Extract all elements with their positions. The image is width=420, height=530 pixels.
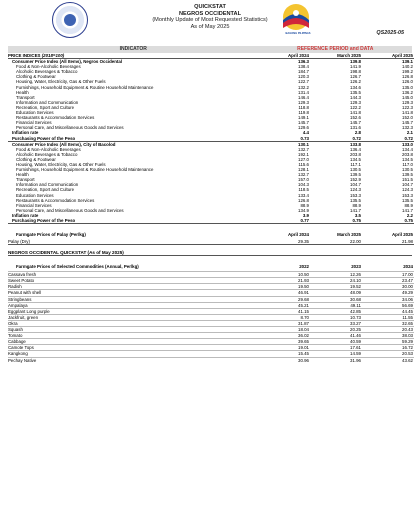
row-value: 44.45	[362, 308, 414, 314]
row-value: 122.2	[350, 104, 361, 110]
row-value: 119.8	[298, 110, 309, 116]
header-as-of: As of May 2025	[190, 23, 230, 30]
row-value: 124.3	[350, 187, 361, 193]
row-value: 203.8	[350, 151, 361, 157]
cpi-col-3: April 2025	[362, 53, 414, 59]
row-value: 126.2	[350, 79, 361, 85]
row-value: 48.09	[310, 290, 362, 296]
reference-period-label: REFERENCE PERIOD and DATA	[297, 46, 374, 52]
row-value: 14.59	[310, 351, 362, 357]
row-value: 139.8	[350, 59, 361, 65]
farmgate-commodities-table	[8, 262, 414, 362]
header-title: QUICKSTAT	[194, 4, 226, 10]
row-value: 39.65	[258, 339, 310, 345]
row-value: 122.3	[402, 104, 413, 110]
row-value: 126.8	[402, 74, 413, 80]
row-label: Cassava fresh	[8, 272, 258, 278]
row-value: 21.93	[258, 278, 310, 284]
row-label: Kangkong	[8, 351, 258, 357]
row-value: 32.65	[362, 320, 414, 326]
row-label: Alcoholic Beverages & Tobacco	[16, 69, 78, 75]
row-value: 126.7	[350, 74, 361, 80]
row-value: 145.7	[298, 120, 309, 126]
row-value: 118.8	[298, 104, 309, 110]
row-value: 126.0	[402, 79, 413, 85]
row-value: 132.7	[298, 172, 309, 178]
row-label: Housing, Water, Electricity, Gas & Other Fuels	[16, 161, 106, 167]
row-label: Peanut with shell	[8, 290, 258, 296]
row-label: Clothing & Footwear	[16, 74, 56, 80]
row-value: 40.59	[310, 339, 362, 345]
comm-col-2: 2023	[351, 264, 361, 270]
row-value: 130.5	[350, 167, 361, 173]
row-value: 36.02	[258, 333, 310, 339]
row-value: 120.3	[298, 74, 309, 80]
row-value: 141.9	[350, 64, 361, 70]
row-label: Inflation rate	[12, 130, 39, 136]
row-value: 145.7	[350, 120, 361, 126]
row-value: 124.3	[402, 187, 413, 193]
row-value: 129.3	[402, 99, 413, 105]
row-value: 117.0	[402, 161, 413, 167]
indicator-label: INDICATOR	[119, 46, 147, 52]
row-value: 22.00	[310, 239, 362, 245]
row-value: 149.1	[298, 115, 309, 121]
row-value: 0.77	[258, 218, 310, 224]
row-label: Palay (Dry)	[8, 239, 258, 245]
row-value: 46.91	[258, 290, 310, 296]
farmgate-palay-title: Farmgate Prices of Palay (Per/kg)	[16, 232, 86, 238]
header	[8, 0, 412, 46]
row-value: 56.69	[362, 302, 414, 308]
row-value: 10.73	[310, 314, 362, 320]
row-label: Education Services	[16, 192, 54, 198]
row-value: 135.5	[350, 197, 361, 203]
row-value: 139.5	[402, 172, 413, 178]
row-label: Information and Communication	[16, 99, 79, 105]
row-value: 49.29	[362, 290, 414, 296]
row-value: 139.5	[350, 172, 361, 178]
row-value: 136.3	[298, 59, 309, 65]
row-value: 17.00	[362, 272, 414, 278]
row-label: Consumer Price Index (All Items), City of Bacolod	[12, 141, 116, 147]
row-value: 42.85	[310, 308, 362, 314]
header-subtitle: NEGROS OCCIDENTAL	[178, 10, 242, 17]
row-value: 2.8	[354, 130, 361, 136]
row-value: 134.6	[350, 84, 361, 90]
row-value: 146.4	[298, 94, 309, 100]
row-value: 128.1	[298, 167, 309, 173]
row-value: 21.98	[362, 239, 414, 245]
comm-col-1: 2022	[299, 264, 309, 270]
table-row	[8, 239, 414, 245]
row-label: Health	[16, 89, 29, 95]
row-value: 134.5	[350, 156, 361, 162]
row-value: 12.26	[310, 272, 362, 278]
row-value: 16.72	[362, 345, 414, 351]
document-code: QS2025-05	[376, 30, 404, 36]
row-label: Financial Services	[16, 120, 52, 126]
row-label: Okra	[8, 320, 258, 326]
row-value: 0.73	[258, 136, 310, 142]
row-value: 129.3	[350, 99, 361, 105]
row-label: Personal Care, and Miscellaneous Goods and Services	[16, 125, 124, 131]
row-value: 0.72	[310, 136, 362, 142]
row-value: 41.46	[310, 333, 362, 339]
bagong-pilipinas-logo	[276, 2, 316, 35]
row-value: 117.1	[350, 161, 361, 167]
row-value: 19.50	[258, 284, 310, 290]
comm-col-3: 2024	[403, 264, 413, 270]
row-label: Tomato	[8, 333, 258, 339]
row-value: 104.7	[350, 182, 361, 188]
row-value: 135.5	[350, 89, 361, 95]
row-label: Furnishings, Household Equipment & Routine Household Maintenance	[16, 167, 154, 173]
row-value: 20.25	[310, 327, 362, 333]
row-value: 0.72	[362, 136, 414, 142]
row-label: Recreation, Sport and Culture	[16, 187, 75, 193]
row-value: 157.0	[298, 177, 309, 183]
row-value: 20.43	[362, 327, 414, 333]
row-value: 59.29	[362, 339, 414, 345]
row-label: Clothing & Footwear	[16, 156, 56, 162]
row-label: Food & Non-Alcoholic Beverages	[16, 64, 81, 70]
row-value: 2.1	[406, 130, 413, 136]
row-value: 145.7	[402, 120, 413, 126]
row-label: Consumer Price Index (All Items), Negros Occidental	[12, 59, 123, 65]
row-value: 2.2	[406, 212, 413, 218]
row-label: Stringbeans	[8, 296, 258, 302]
row-label: Cabbage	[8, 339, 258, 345]
row-label: Housing, Water, Electricity, Gas & Other Fuels	[16, 79, 106, 85]
row-label: Ampalaya	[8, 302, 258, 308]
cpi-col-1: April 2024	[258, 53, 310, 59]
row-value: 33.27	[310, 320, 362, 326]
row-value: 152.6	[350, 115, 361, 121]
row-value: 198.8	[350, 69, 361, 75]
row-value: 3.5	[354, 212, 361, 218]
row-label: Information and Communication	[16, 182, 79, 188]
row-value: 129.3	[298, 99, 309, 105]
row-label: Restaurants & Accommodation Services	[16, 197, 95, 203]
row-label: Transport	[16, 94, 35, 100]
row-value: 134.9	[298, 207, 309, 213]
row-label: Sweet Potato	[8, 278, 258, 284]
right-logo-caption: BAGONG PILIPINAS	[285, 32, 311, 35]
row-label: Financial Services	[16, 202, 52, 208]
row-value: 131.4	[298, 89, 309, 95]
row-value: 136.4	[350, 146, 361, 152]
row-value: 115.6	[298, 161, 309, 167]
row-label: Eggplant Long purple	[8, 308, 258, 314]
row-value: 141.7	[350, 207, 361, 213]
row-value: 19.52	[310, 284, 362, 290]
row-label: Pechay Native	[8, 357, 258, 363]
row-value: 118.5	[298, 187, 309, 193]
row-value: 138.4	[298, 64, 309, 70]
row-value: 19.01	[258, 345, 310, 351]
row-value: 152.9	[350, 177, 361, 183]
row-value: 133.0	[402, 141, 413, 147]
row-value: 18.04	[258, 327, 310, 333]
table-row	[8, 357, 414, 363]
psa-seal-logo	[52, 2, 88, 38]
row-label: Health	[16, 172, 29, 178]
quickstat-heading: NEGROS OCCIDENTAL QUICKSTAT (As of May 2025)	[8, 249, 412, 256]
price-indices-table	[8, 53, 414, 224]
row-value: 30.96	[258, 357, 310, 363]
column-header-bar	[8, 46, 412, 53]
row-value: 152.0	[402, 115, 413, 121]
row-value: 136.2	[402, 89, 413, 95]
row-label: Purchasing Power of the Peso	[8, 136, 258, 142]
row-value: 144.3	[350, 94, 361, 100]
row-value: 192.1	[298, 151, 309, 157]
cpi-col-2: March 2025	[310, 53, 362, 59]
row-value: 199.2	[402, 69, 413, 75]
row-value: 132.3	[402, 125, 413, 131]
row-label: Inflation rate	[12, 212, 39, 218]
row-value: 34.06	[362, 296, 414, 302]
header-description: (Monthly Update of Most Requested Statistics)	[152, 17, 268, 24]
row-value: 10.50	[258, 272, 310, 278]
row-value: 3.9	[302, 212, 309, 218]
row-value: 132.2	[298, 84, 309, 90]
palay-col-3: April 2025	[392, 232, 413, 238]
row-value: 0.75	[362, 218, 414, 224]
row-value: 141.7	[402, 207, 413, 213]
row-value: 104.3	[298, 182, 309, 188]
row-value: 20.53	[362, 351, 414, 357]
row-value: 15.45	[258, 351, 310, 357]
row-value: 141.8	[402, 110, 413, 116]
row-value: 135.5	[402, 197, 413, 203]
row-value: 31.96	[310, 357, 362, 363]
row-value: 45.21	[258, 302, 310, 308]
row-value: 38.03	[362, 333, 414, 339]
row-value: 133.4	[298, 192, 309, 198]
row-label: Radish	[8, 284, 258, 290]
row-value: 41.15	[258, 308, 310, 314]
row-value: 153.3	[350, 192, 361, 198]
row-value: 24.10	[310, 278, 362, 284]
palay-col-1: April 2024	[288, 232, 309, 238]
row-value: 134.4	[402, 146, 413, 152]
farmgate-palay-table	[8, 230, 414, 245]
row-value: 130.5	[402, 167, 413, 173]
row-value: 184.7	[298, 69, 309, 75]
row-value: 139.1	[402, 59, 413, 65]
row-value: 49.11	[310, 302, 362, 308]
farmgate-commodities-header-row	[8, 262, 414, 272]
row-value: 29.35	[258, 239, 310, 245]
row-value: 0.75	[310, 218, 362, 224]
row-value: 153.3	[402, 192, 413, 198]
row-value: 129.6	[298, 125, 309, 131]
row-value: 130.1	[298, 141, 309, 147]
row-label: Purchasing Power of the Peso	[8, 218, 258, 224]
row-value: 8.70	[258, 314, 310, 320]
row-label: Jackfruit, green	[8, 314, 258, 320]
row-value: 145.0	[402, 94, 413, 100]
palay-col-2: March 2025	[337, 232, 361, 238]
row-value: 141.8	[350, 110, 361, 116]
row-value: 104.7	[402, 182, 413, 188]
row-value: 43.62	[362, 357, 414, 363]
row-value: 31.87	[258, 320, 310, 326]
row-value: 11.55	[362, 314, 414, 320]
row-value: 88.9	[300, 202, 309, 208]
row-label: Restaurants & Accommodation Services	[16, 115, 95, 121]
table-row	[8, 218, 414, 224]
row-label: Transport	[16, 177, 35, 183]
row-value: 151.5	[402, 177, 413, 183]
farmgate-commodities-title: Farmgate Prices of Selected Commodities (Annual, Per/kg)	[16, 264, 139, 270]
row-value: 131.6	[350, 125, 361, 131]
row-label: Food & Non-Alcoholic Beverages	[16, 146, 81, 152]
row-label: Personal Care, and Miscellaneous Goods and Services	[16, 207, 124, 213]
row-value: 23.47	[362, 278, 414, 284]
row-value: 135.0	[402, 84, 413, 90]
row-value: 4.4	[302, 130, 309, 136]
row-value: 29.68	[258, 296, 310, 302]
row-value: 30.68	[310, 296, 362, 302]
row-value: 140.2	[402, 64, 413, 70]
row-value: 17.61	[310, 345, 362, 351]
row-value: 132.7	[298, 146, 309, 152]
price-indices-title: PRICE INDICES (2018=100)	[8, 53, 258, 59]
row-label: Camote Tops	[8, 345, 258, 351]
farmgate-palay-header-row	[8, 230, 414, 239]
row-value: 203.8	[402, 151, 413, 157]
row-value: 88.9	[352, 202, 361, 208]
row-label: Recreation, Sport and Culture	[16, 104, 75, 110]
row-value: 134.5	[402, 156, 413, 162]
row-value: 30.00	[362, 284, 414, 290]
row-label: Squash	[8, 327, 258, 333]
row-label: Furnishings, Household Equipment & Routine Household Maintenance	[16, 84, 154, 90]
row-label: Alcoholic Beverages & Tobacco	[16, 151, 78, 157]
row-value: 133.8	[350, 141, 361, 147]
row-value: 88.9	[404, 202, 413, 208]
row-label: Education Services	[16, 110, 54, 116]
row-value: 122.7	[298, 79, 309, 85]
row-value: 126.8	[298, 197, 309, 203]
row-value: 127.0	[298, 156, 309, 162]
